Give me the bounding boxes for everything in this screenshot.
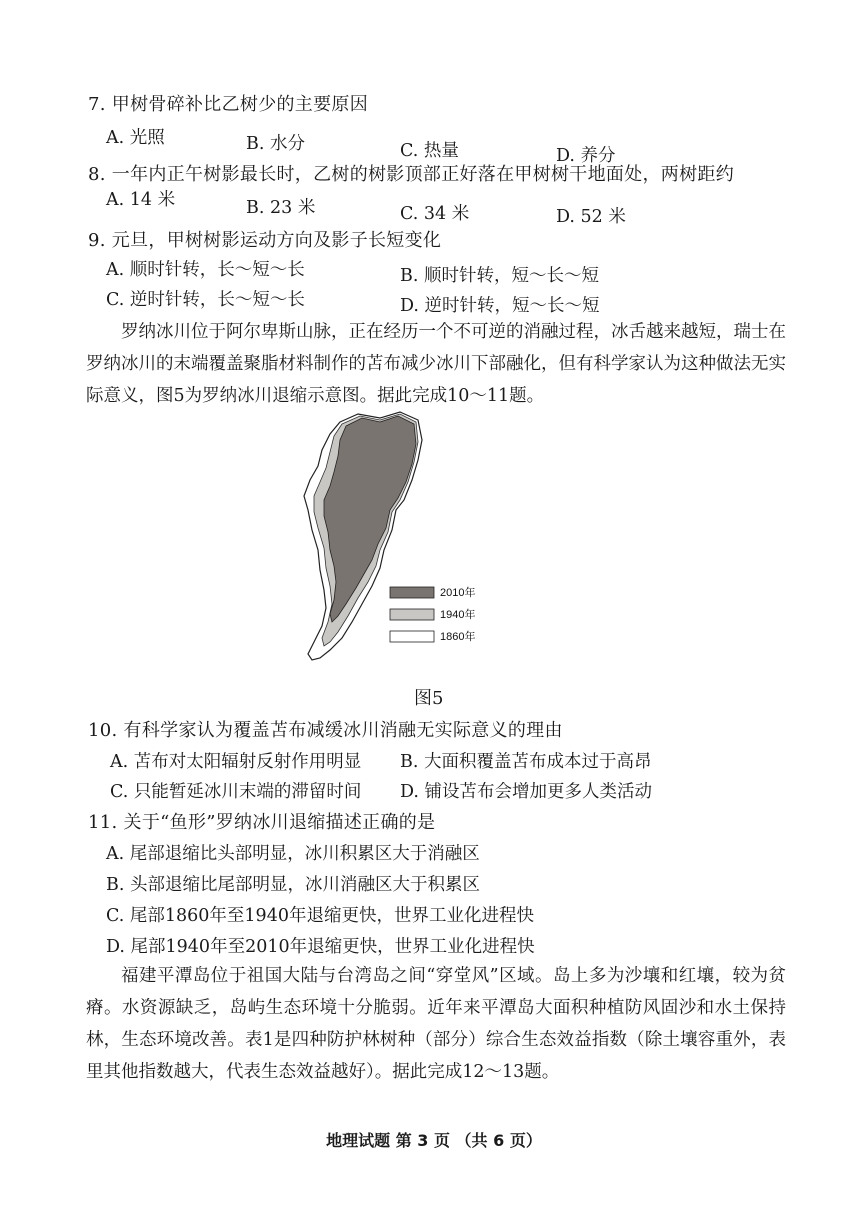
question-11-option-c: C. 尾部1860年至1940年退缩更快，世界工业化进程快 xyxy=(106,906,534,926)
question-9-option-a: A. 顺时针转，长～短～长 xyxy=(106,260,305,280)
question-7-option-a: A. 光照 xyxy=(106,128,165,148)
pingtan-passage-text: 福建平潭岛位于祖国大陆与台湾岛之间“穿堂风”区域。岛上多为沙壤和红壤，较为贫瘠。水资源缺乏，岛屿生态环境十分脆弱。近年来平潭岛大面积种植防风固沙和水土保持林，生态环境改善。表1是四种防护林树种（部分）综合生态效益指数（除土壤容重外，表里其他指数越大，代表生态效益越好）。据此完成12～13题。 xyxy=(86,966,786,1082)
question-10-option-a: A. 苫布对太阳辐射反射作用明显 xyxy=(110,752,362,772)
question-9-option-b: B. 顺时针转，短～长～短 xyxy=(400,266,599,286)
question-7-option-c: C. 热量 xyxy=(400,141,459,161)
question-8-option-d: D. 52 米 xyxy=(556,207,626,227)
question-7-option-d: D. 养分 xyxy=(556,146,616,166)
question-10-option-c: C. 只能暂延冰川末端的滞留时间 xyxy=(110,782,362,802)
question-8-stem: 8. 一年内正午树影最长时，乙树的树影顶部正好落在甲树树干地面处，两树距约 xyxy=(88,164,734,185)
legend-label-2010: 2010年 xyxy=(440,587,476,599)
question-8-option-a: A. 14 米 xyxy=(106,190,176,210)
pingtan-passage xyxy=(86,960,786,1088)
glacier-map-svg xyxy=(300,410,500,665)
legend-swatch-2010 xyxy=(390,587,434,598)
question-9-stem: 9. 元旦，甲树树影运动方向及影子长短变化 xyxy=(88,230,442,251)
question-8-option-b: B. 23 米 xyxy=(246,198,316,218)
question-9-option-d: D. 逆时针转，短～长～短 xyxy=(400,296,600,316)
question-7-option-b: B. 水分 xyxy=(246,134,305,154)
question-11-option-d: D. 尾部1940年至2010年退缩更快，世界工业化进程快 xyxy=(106,937,535,957)
question-8-option-c: C. 34 米 xyxy=(400,204,470,224)
legend-label-1860: 1860年 xyxy=(440,631,476,643)
question-10-option-d: D. 铺设苫布会增加更多人类活动 xyxy=(400,782,653,802)
question-10-option-b: B. 大面积覆盖苫布成本过于高昂 xyxy=(400,752,652,772)
question-7-stem: 7. 甲树骨碎补比乙树少的主要原因 xyxy=(88,94,368,115)
legend-swatch-1860 xyxy=(390,631,434,642)
legend-swatch-1940 xyxy=(390,609,434,620)
question-11-stem: 11. 关于“鱼形”罗纳冰川退缩描述正确的是 xyxy=(88,812,436,833)
question-10-stem: 10. 有科学家认为覆盖苫布减缓冰川消融无实际意义的理由 xyxy=(88,720,563,741)
glacier-passage-text: 罗纳冰川位于阿尔卑斯山脉，正在经历一个不可逆的消融过程，冰舌越来越短，瑞士在罗纳冰川的末端覆盖聚脂材料制作的苫布减少冰川下部融化，但有科学家认为这种做法无实际意义，图5为罗纳冰川退缩示意图。据此完成10～11题。 xyxy=(86,322,786,406)
page-footer: 地理试题 第 3 页 （共 6 页） xyxy=(326,1131,542,1150)
question-11-option-b: B. 头部退缩比尾部明显，冰川消融区大于积累区 xyxy=(106,875,480,895)
figure-caption: 图5 xyxy=(414,688,444,709)
glacier-retreat-figure xyxy=(300,410,500,665)
question-9-option-c: C. 逆时针转，长～短～长 xyxy=(106,290,305,310)
question-11-option-a: A. 尾部退缩比头部明显，冰川积累区大于消融区 xyxy=(106,844,480,864)
legend-label-1940: 1940年 xyxy=(440,609,476,621)
glacier-passage xyxy=(86,316,786,412)
